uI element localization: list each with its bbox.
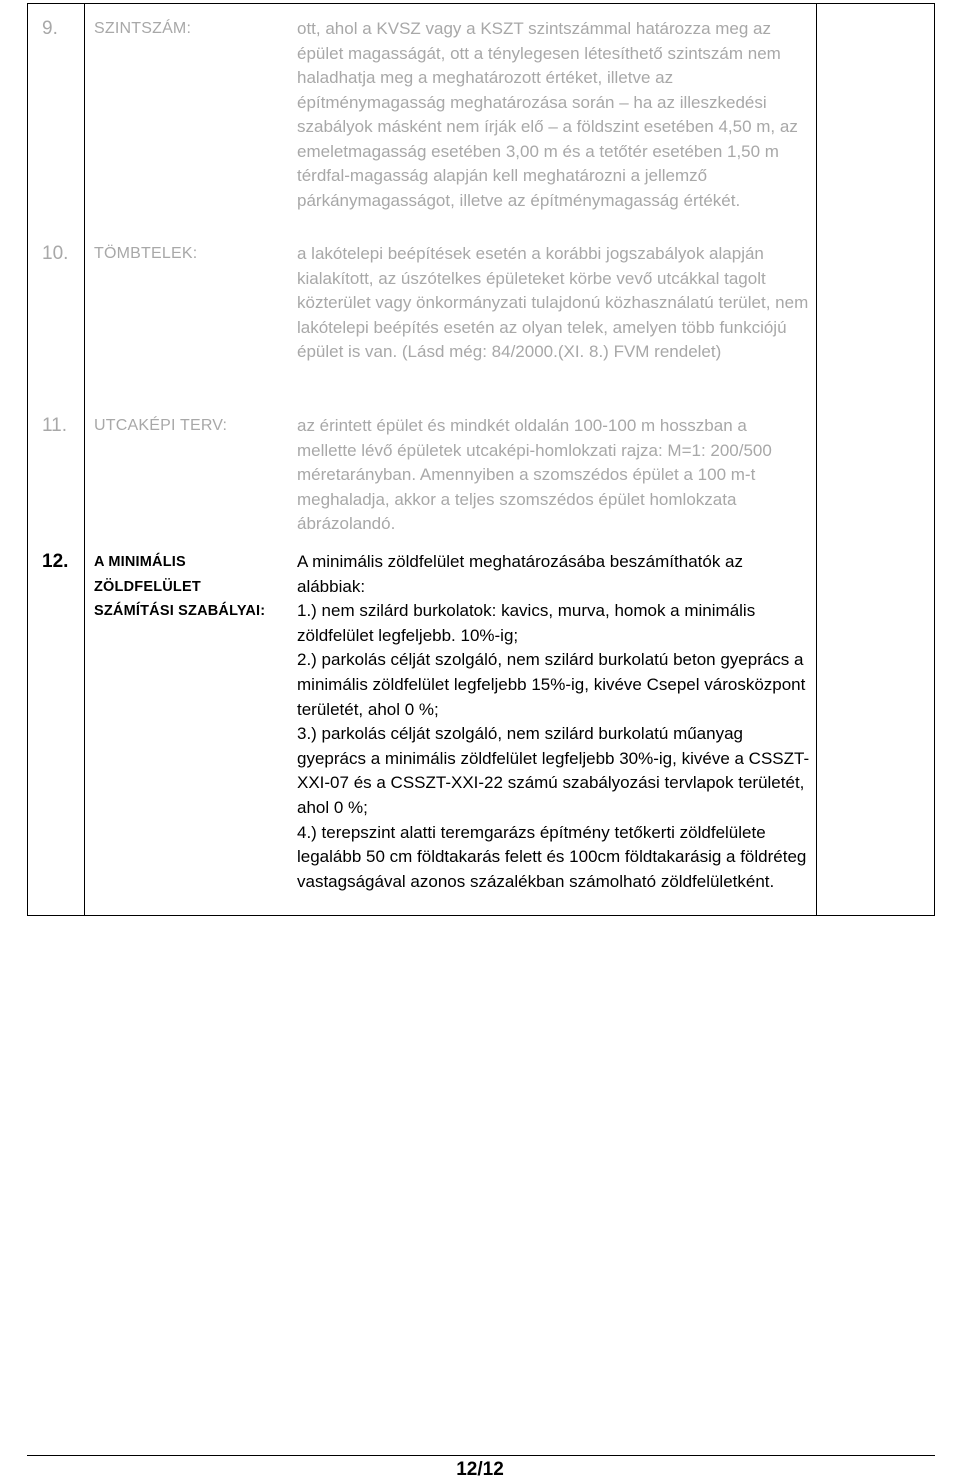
entry-number: 9. — [42, 18, 58, 39]
entry-term-line: SZÁMÍTÁSI SZABÁLYAI: — [94, 603, 266, 619]
entry-number: 10. — [42, 243, 69, 264]
entry-definition: a lakótelepi beépítések esetén a korábbi jogszabályok alapján kialakított, az úszótelkes épületeket körbe vevő utcákkal tagolt közterület vagy önkormányzati tulajdonú közhasználatú terület, nem lakótelepi beépítés esetén az olyan telek, amelyen több funkciójú épület is van. (Lásd még: 84/2000.(XI. 8.) FVM rendelet) — [297, 244, 809, 361]
column-divider-number — [84, 4, 85, 915]
entry-number: 11. — [42, 415, 68, 436]
definition-item: 3.) parkolás célját szolgáló, nem szilárd burkolatú műanyag gyeprács a minimális zöldfelület legfeljebb 30%-ig, kivéve a CSSZT-XXI-07 és a CSSZT-XXI-22 számú szabályozási tervlapok területét, ahol 0 %; — [297, 724, 810, 817]
entry-definition — [297, 550, 811, 894]
definition-item: 4.) terepszint alatti teremgarázs építmény tetőkerti zöldfelülete legalább 50 cm földtakarás felett és 100cm földtakarásig a földréteg vastagságával azonos százalékban számolható zöldfelületként. — [297, 822, 807, 891]
entry-term: UTCAKÉPI TERV: — [94, 417, 228, 434]
entry-number: 12. — [42, 551, 69, 572]
entry-term — [94, 550, 284, 624]
entry-term: SZINTSZÁM: — [94, 20, 192, 37]
footer-divider — [27, 1455, 935, 1456]
entry-term: TÖMBTELEK: — [94, 245, 198, 262]
definition-paragraph: A minimális zöldfelület meghatározásába beszámíthatók az alábbiak: — [297, 552, 744, 596]
entry-definition: ott, ahol a KVSZ vagy a KSZT szintszámmal határozza meg az épület magasságát, ott a ténylegesen létesíthető szintszám nem haladhatja meg a meghatározott értéket, illetve az építménymagasság meghatározása során – ha az illeszkedési szabályok másként nem írják elő – a földszint esetében 4,50 m, az emeletmagasság esetében 3,00 m és a tetőtér esetében 1,50 m térdfal-magasság alapján kell meghatározni a jellemző párkánymagasságot, illetve az építménymagasság értékét. — [297, 19, 798, 210]
entry-term-line: ZÖLDFELÜLET — [94, 578, 201, 595]
definition-item: 1.) nem szilárd burkolatok: kavics, murva, homok a minimális zöldfelület legfeljebb. 10%-ig; — [297, 601, 756, 645]
entry-definition: az érintett épület és mindkét oldalán 100-100 m hosszban a mellette lévő épületek utcaképi-homlokzati rajza: M=1: 200/500 méretarányban. Amennyiben a szomszédos épület a 100 m-t meghaladja, akkor a teljes szomszédos épület homlokzata ábrázolandó. — [297, 416, 772, 533]
definition-item: 2.) parkolás célját szolgáló, nem szilárd burkolatú beton gyeprács a minimális zöldfelület legfeljebb 15%-ig, kivéve Csepel városközpont területét, ahol 0 %; — [297, 650, 806, 719]
column-divider-right — [816, 4, 817, 915]
page-number: 12/12 — [456, 1459, 504, 1480]
entry-term-line: A MINIMÁLIS — [94, 554, 186, 570]
definitions-table — [27, 3, 935, 916]
